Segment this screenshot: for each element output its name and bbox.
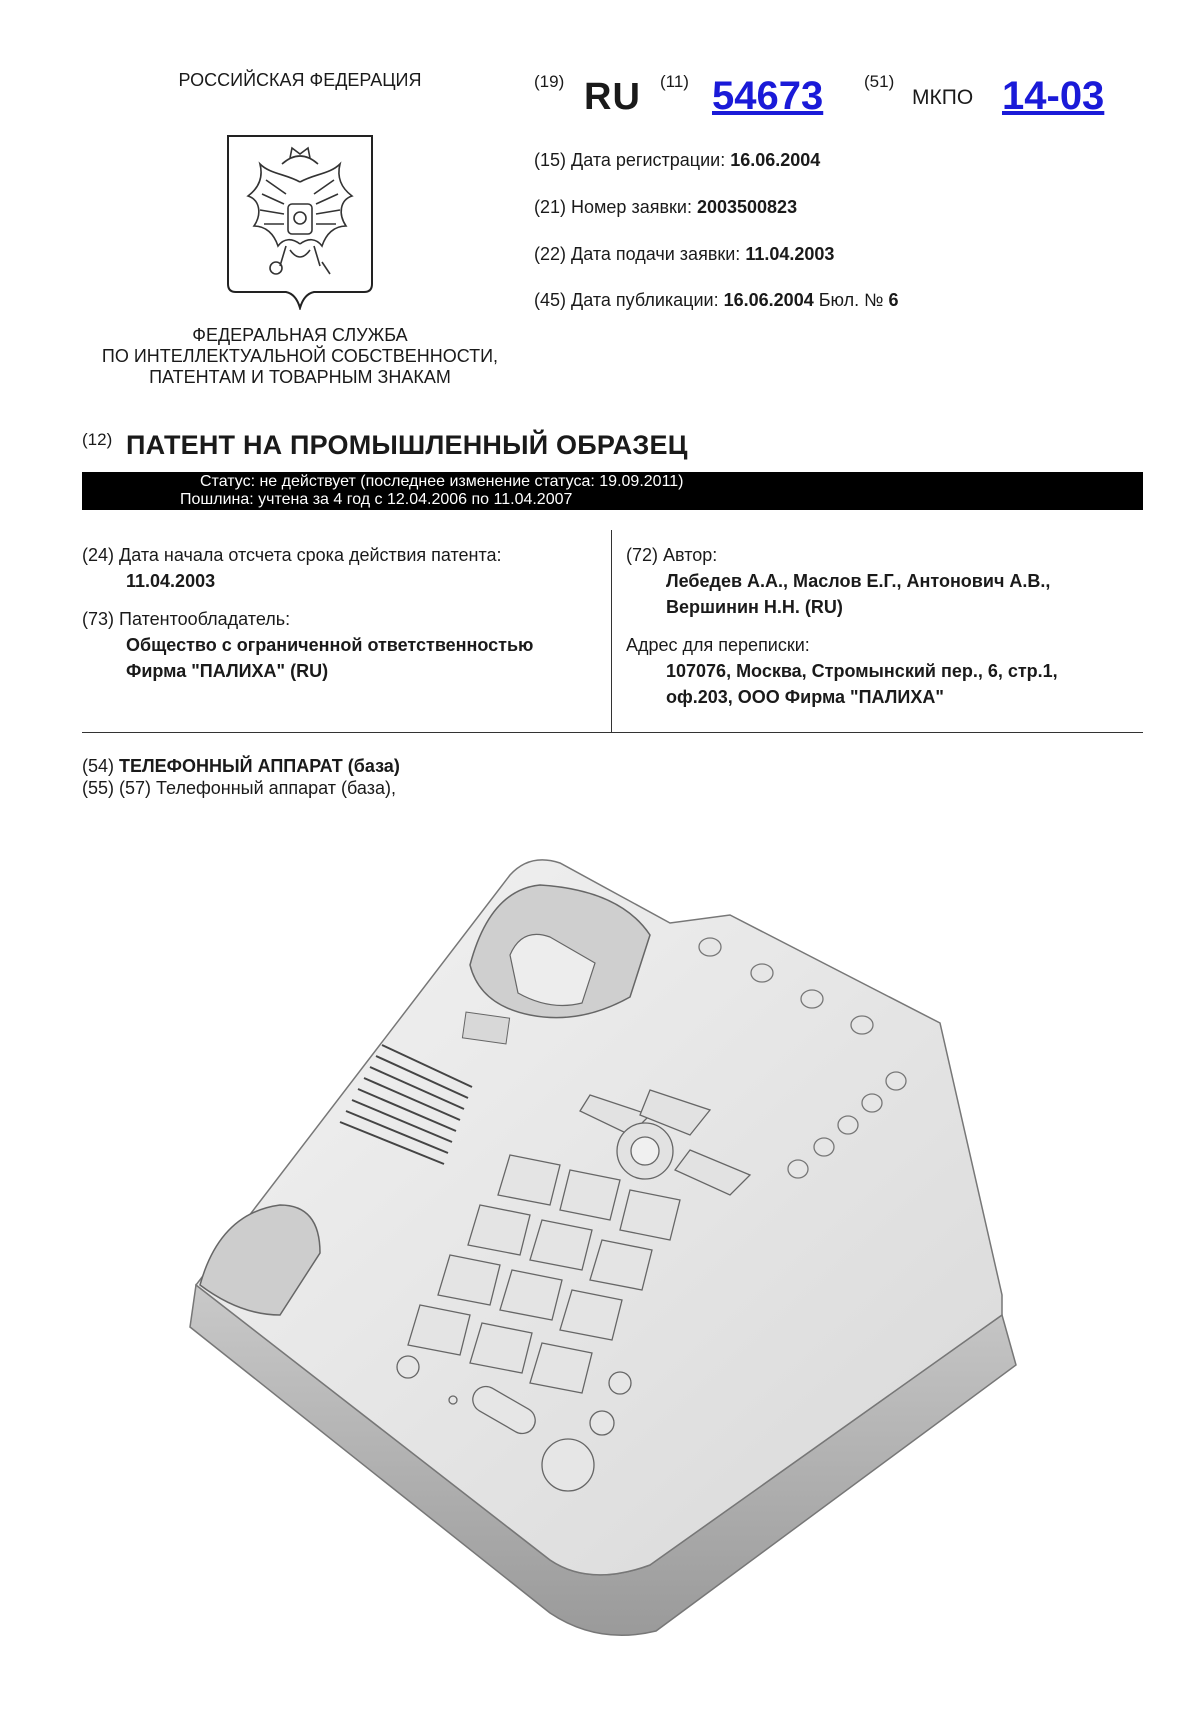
address-text-1: 107076, Москва, Стромынский пер., 6, стр.1, — [666, 661, 1058, 681]
classification-label: МКПО — [912, 86, 974, 109]
publication-date-value: 16.06.2004 — [723, 290, 814, 310]
bulletin-value: 6 — [888, 290, 899, 310]
field-code: (45) — [534, 290, 567, 310]
author-field — [626, 542, 1146, 568]
agency-line-3: ПАТЕНТАМ И ТОВАРНЫМ ЗНАКАМ — [149, 367, 451, 387]
field-label: Дата начала отсчета срока действия патента: — [119, 545, 502, 565]
column-divider — [611, 530, 612, 733]
code-19: (19) — [534, 72, 565, 91]
term-start-field — [82, 542, 602, 568]
right-column — [626, 542, 1146, 710]
address-value-1 — [626, 658, 1146, 684]
field-code: (15) — [534, 150, 567, 170]
code-11: (11) — [660, 72, 689, 91]
field-label: Номер заявки: — [571, 197, 692, 217]
field-label: Автор: — [663, 545, 718, 565]
application-date-field — [534, 244, 834, 265]
code-51: (51) — [864, 72, 895, 91]
field-label: Дата подачи заявки: — [571, 244, 741, 264]
telephone-base-drawing — [150, 845, 1060, 1645]
agency-name — [60, 325, 540, 388]
design-description-field — [82, 777, 400, 799]
status-bar — [82, 472, 1143, 510]
field-code: (55) (57) — [82, 778, 152, 798]
patent-holder-text-2: Фирма "ПАЛИХА" (RU) — [126, 661, 329, 681]
term-start-value-text: 11.04.2003 — [126, 571, 216, 591]
registration-date-field — [534, 150, 820, 171]
agency-line-2: ПО ИНТЕЛЛЕКТУАЛЬНОЙ СОБСТВЕННОСТИ, — [101, 346, 499, 366]
classification-link[interactable]: 14-03 — [1002, 74, 1105, 118]
field-code: (22) — [534, 244, 567, 264]
coat-of-arms-emblem — [226, 134, 374, 310]
field-code: (54) — [82, 756, 115, 776]
fee-line: Пошлина: учтена за 4 год с 12.04.2006 по 11.04.2007 — [180, 491, 573, 508]
section-divider — [82, 732, 1143, 733]
document-number-link[interactable]: 54673 — [712, 74, 824, 118]
field-label: Дата публикации: — [571, 290, 719, 310]
author-text-2: Вершинин Н.Н. (RU) — [666, 597, 843, 617]
country-code: RU — [584, 76, 641, 118]
patent-holder-value-2 — [82, 658, 602, 684]
left-column — [82, 542, 602, 684]
code-12: (12) — [82, 430, 113, 449]
author-value-2 — [626, 594, 1146, 620]
field-code: (73) — [82, 609, 115, 629]
author-text-1: Лебедев А.А., Маслов Е.Г., Антонович А.В., — [666, 571, 1051, 591]
field-label: Дата регистрации: — [571, 150, 726, 170]
author-value-1 — [626, 568, 1146, 594]
address-text-2: оф.203, ООО Фирма "ПАЛИХА" — [666, 687, 944, 707]
application-number-value: 2003500823 — [696, 197, 798, 217]
field-code: (21) — [534, 197, 567, 217]
field-code: (72) — [626, 545, 659, 565]
application-date-value: 11.04.2003 — [745, 244, 835, 264]
design-title-value: ТЕЛЕФОННЫЙ АППАРАТ (база) — [119, 756, 400, 776]
patent-holder-text-1: Общество с ограниченной ответственностью — [126, 635, 534, 655]
design-title-field — [82, 755, 400, 777]
application-number-field — [534, 197, 797, 218]
design-name-section — [82, 755, 400, 799]
address-label: Адрес для переписки: — [626, 635, 810, 655]
bulletin-label: Бюл. № — [818, 290, 884, 310]
patent-holder-value-1 — [82, 632, 602, 658]
field-label: Патентообладатель: — [119, 609, 291, 629]
publication-date-field — [534, 290, 899, 311]
address-value-2 — [626, 684, 1146, 710]
term-start-value — [82, 568, 602, 594]
country-name: РОССИЙСКАЯ ФЕДЕРАЦИЯ — [178, 70, 422, 90]
patent-holder-field — [82, 606, 602, 632]
status-line: Статус: не действует (последнее изменение статуса: 19.09.2011) — [200, 473, 684, 490]
field-code: (24) — [82, 545, 115, 565]
registration-date-value: 16.06.2004 — [730, 150, 821, 170]
agency-line-1: ФЕДЕРАЛЬНАЯ СЛУЖБА — [192, 325, 408, 345]
patent-title: ПАТЕНТ НА ПРОМЫШЛЕННЫЙ ОБРАЗЕЦ — [126, 430, 688, 460]
design-description-value: Телефонный аппарат (база), — [156, 778, 396, 798]
